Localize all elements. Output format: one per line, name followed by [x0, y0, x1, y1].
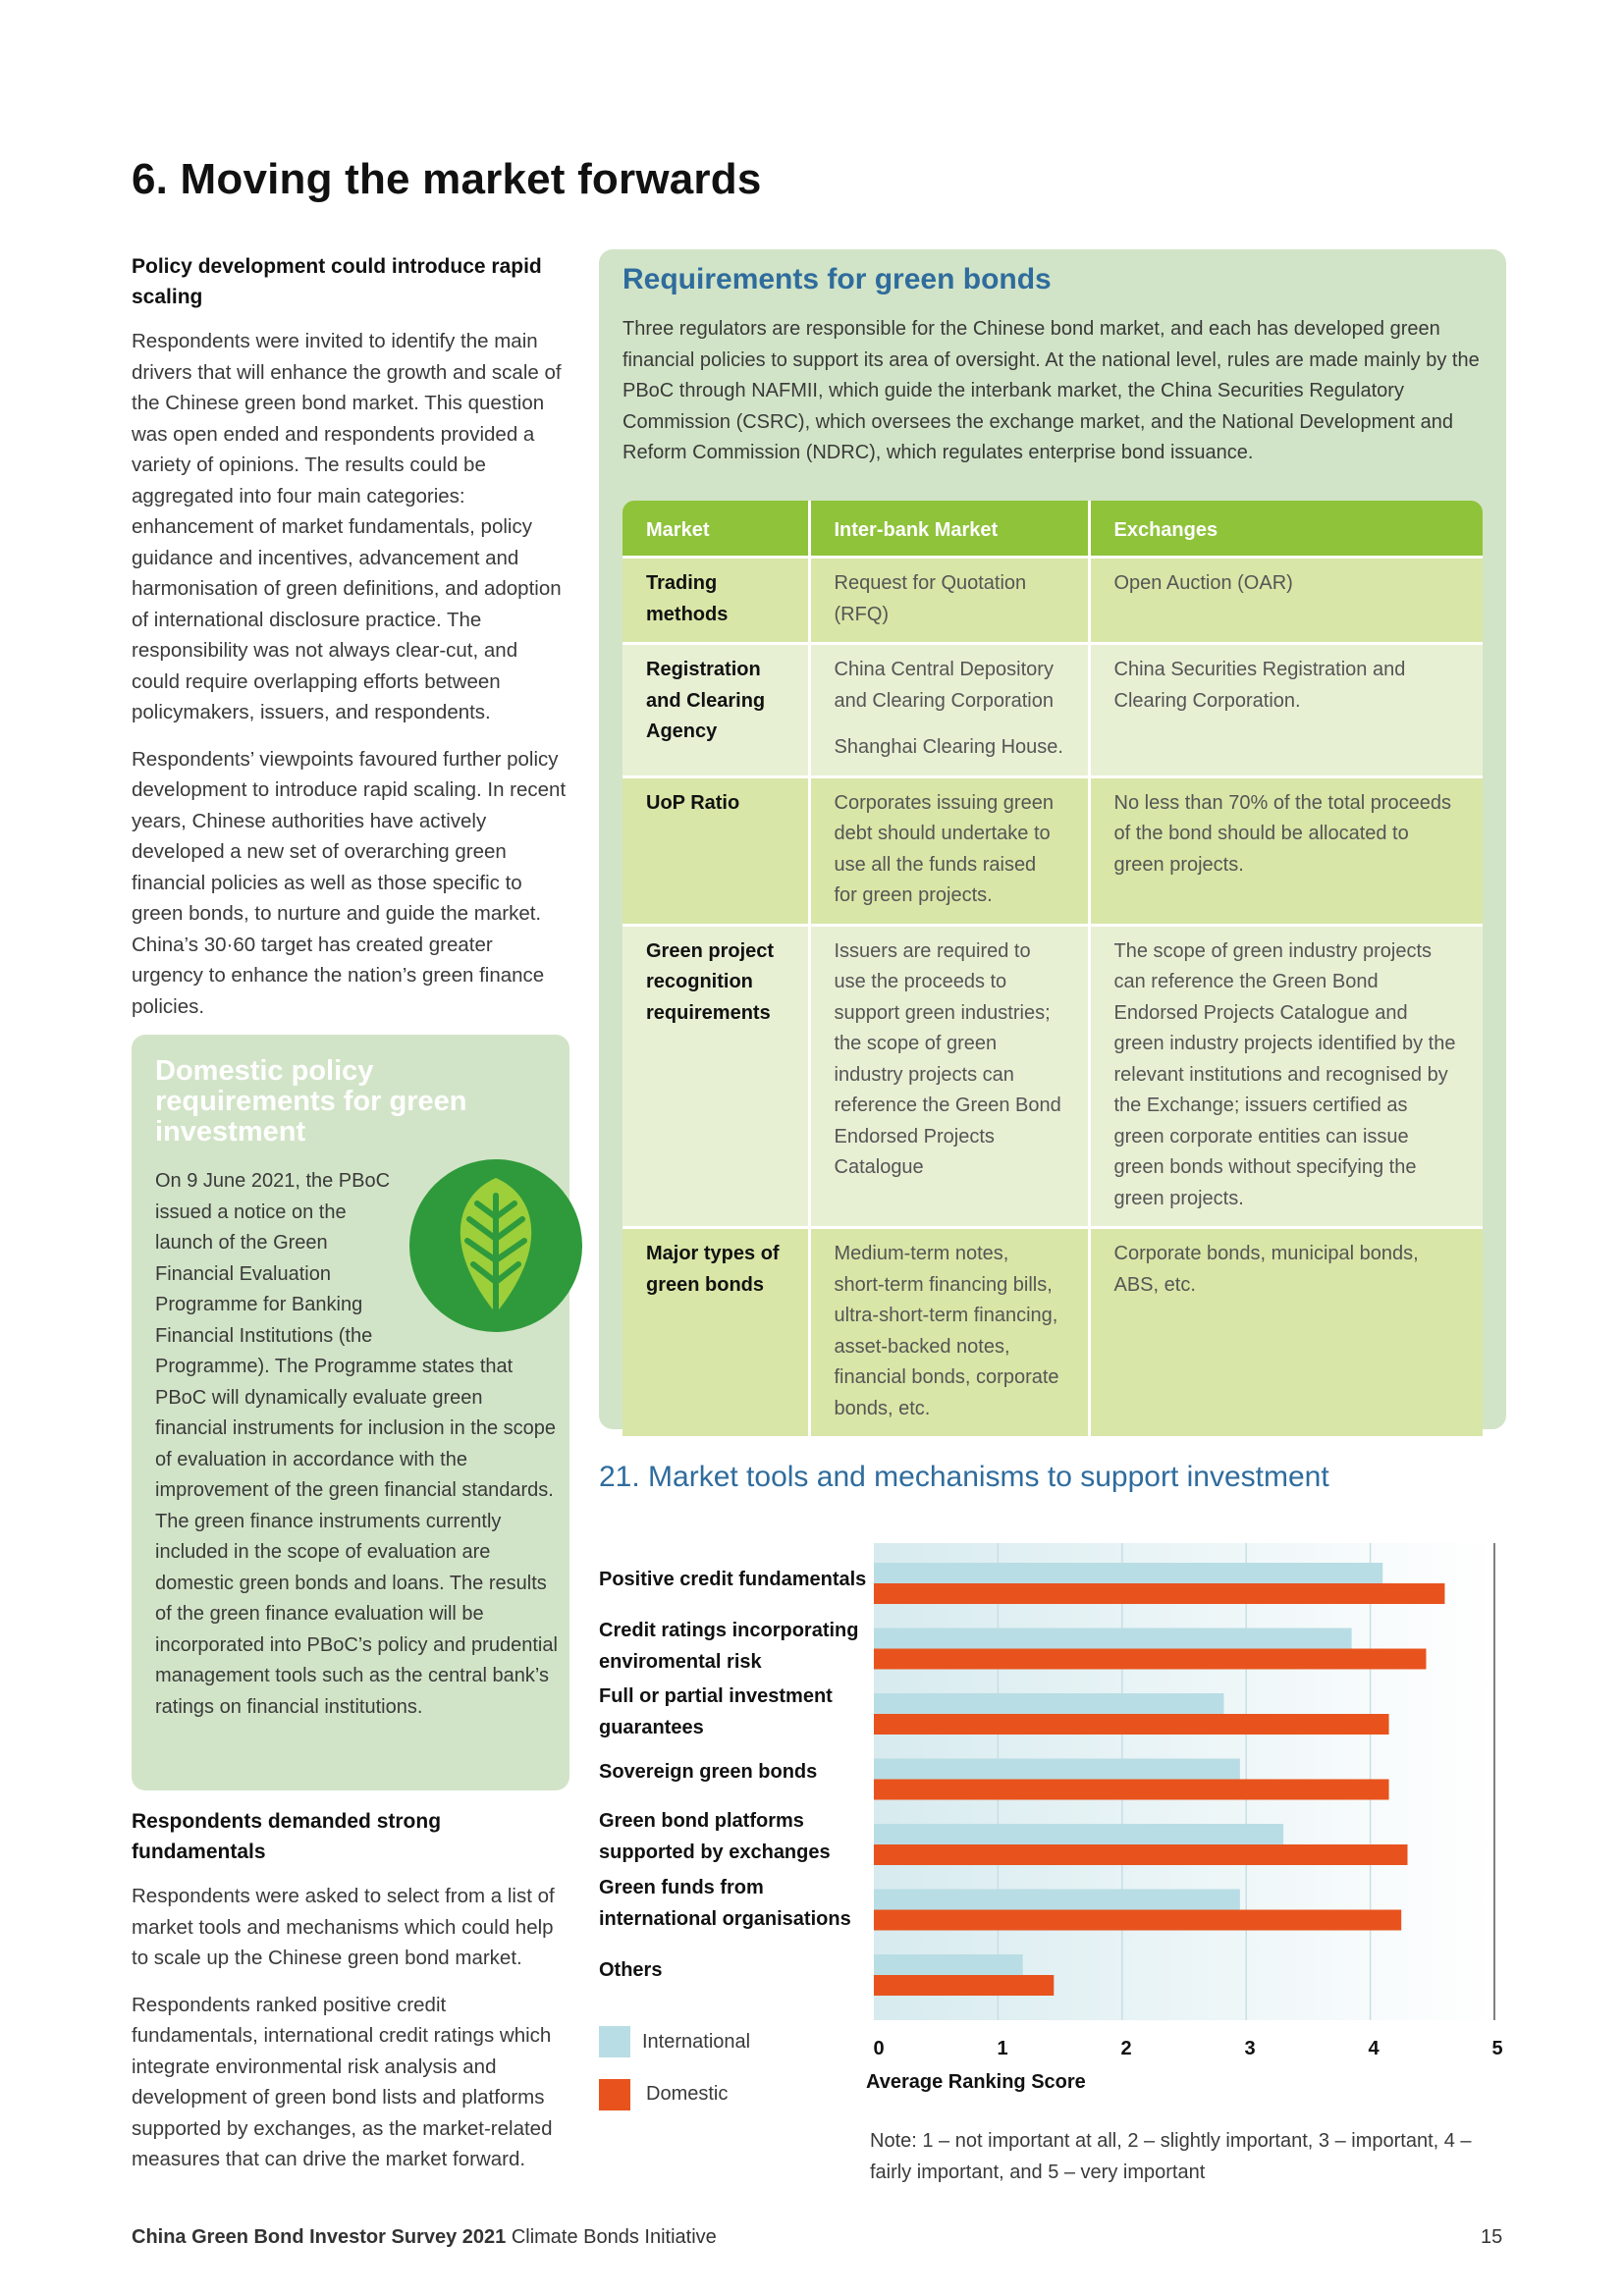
category-label: Credit ratings incorporating enviromental risk	[599, 1620, 859, 1673]
bar-domestic	[874, 1714, 1389, 1735]
x-tick-label: 1	[997, 2038, 1008, 2059]
cell-interbank: Corporates issuing green debt should undertake to use all the funds raised for green projects.	[809, 776, 1089, 925]
table-row	[623, 644, 1483, 777]
x-tick-label: 5	[1491, 2038, 1503, 2059]
x-tick-label: 4	[1368, 2038, 1380, 2059]
category-label: Others	[599, 1959, 663, 1981]
page-title: 6. Moving the market forwards	[132, 155, 762, 203]
requirements-table	[623, 501, 1483, 1436]
cell-interbank-line1: China Central Depository and Clearing Corporation	[834, 659, 1054, 712]
section-heading-fundamentals: Respondents demanded strong fundamentals	[132, 1810, 442, 1863]
bar-domestic	[874, 1780, 1389, 1800]
row-label: UoP Ratio	[623, 776, 809, 925]
cell-exchanges: China Securities Registration and Clearing Corporation.	[1089, 644, 1483, 777]
row-label: Trading methods	[623, 558, 809, 644]
category-label: Sovereign green bonds	[599, 1761, 818, 1783]
bar-chart	[864, 1531, 1512, 2022]
paragraph-rankings: Respondents ranked positive credit fundamentals, international credit ratings which integrate environmental risk analysis and development of green bond lists and platforms supported by exchanges, as the market-related measures that can drive the market forward.	[132, 1993, 553, 2170]
bar-international	[874, 1563, 1382, 1583]
bar-domestic	[874, 1975, 1054, 1996]
domestic-policy-box	[132, 1035, 569, 1790]
legend-swatch-domestic	[599, 2079, 630, 2110]
footer-org: Climate Bonds Initiative	[511, 2226, 717, 2248]
table-row	[623, 776, 1483, 925]
header-market: Market	[623, 501, 809, 558]
category-label: Full or partial investment guarantees	[599, 1685, 833, 1738]
row-label: Green project recognition requirements	[623, 925, 809, 1228]
requirements-intro: Three regulators are responsible for the Chinese bond market, and each has developed green financial policies to support its area of oversight. At the national level, rules are made mainly by the PBoC through NAFMII, which guide the interbank market, the China Securities Regulatory Commission (CSRC), which oversees the exchange market, and the National Development and Reform Commission (NDRC), which regulates enterprise bond issuance.	[623, 318, 1480, 463]
page-number: 15	[1481, 2226, 1503, 2248]
bar-domestic	[874, 1583, 1444, 1604]
cell-interbank: Request for Quotation (RFQ)	[809, 558, 1089, 644]
footer-report-title: China Green Bond Investor Survey 2021	[132, 2226, 507, 2248]
footer	[132, 2226, 717, 2249]
green-leaf-icon	[406, 1156, 585, 1335]
x-axis-label: Average Ranking Score	[866, 2071, 1086, 2093]
section-heading-policy: Policy development could introduce rapid scaling	[132, 255, 542, 308]
bar-international	[874, 1759, 1240, 1780]
domestic-policy-title: Domestic policy requirements for green investment	[155, 1055, 467, 1148]
x-tick-label: 0	[873, 2038, 885, 2059]
table-row	[623, 558, 1483, 644]
cell-exchanges: Open Auction (OAR)	[1089, 558, 1483, 644]
paragraph-policy-scaling: Respondents’ viewpoints favoured further policy development to introduce rapid scaling. In recent years, Chinese authorities have actively developed a new set of overarching green financial policies as well as those specific to green bonds, to nurture and guide the market. China’s 30·60 target has created greater urgency to enhance the nation’s green finance policies.	[132, 747, 567, 1018]
x-tick-label: 2	[1120, 2038, 1132, 2059]
category-label: Green bond platforms supported by exchanges	[599, 1810, 831, 1863]
left-column-bottom	[132, 1806, 569, 2191]
table-row	[623, 1228, 1483, 1437]
legend-label-domestic: Domestic	[646, 2083, 729, 2105]
category-label: Green funds from international organisations	[599, 1877, 851, 1930]
bar-domestic	[874, 1844, 1408, 1865]
chart-title: 21. Market tools and mechanisms to support investment	[599, 1461, 1329, 1493]
header-exchanges: Exchanges	[1089, 501, 1483, 558]
cell-interbank: Issuers are required to use the proceeds to support green industries; the scope of green industry projects can reference the Green Bond Endorsed Projects Catalogue	[809, 925, 1089, 1228]
left-column-top	[132, 251, 569, 1038]
bar-domestic	[874, 1649, 1426, 1670]
row-label: Major types of green bonds	[623, 1228, 809, 1437]
cell-interbank: Medium-term notes, short-term financing bills, ultra-short-term financing, asset-backed notes, financial bonds, corporate bonds, etc.	[809, 1228, 1089, 1437]
bar-domestic	[874, 1910, 1401, 1931]
header-interbank: Inter-bank Market	[809, 501, 1089, 558]
requirements-title: Requirements for green bonds	[623, 263, 1052, 295]
chart-note: Note: 1 – not important at all, 2 – slightly important, 3 – important, 4 – fairly important, and 5 – very important	[870, 2130, 1472, 2183]
cell-interbank	[809, 644, 1089, 777]
cell-exchanges: Corporate bonds, municipal bonds, ABS, etc.	[1089, 1228, 1483, 1437]
bar-international	[874, 1824, 1283, 1844]
paragraph-market-tools: Respondents were asked to select from a list of market tools and mechanisms which could help to scale up the Chinese green bond market.	[132, 1885, 555, 1969]
category-label: Positive credit fundamentals	[599, 1569, 867, 1590]
bar-international	[874, 1954, 1023, 1975]
table-row	[623, 925, 1483, 1228]
cell-interbank-line2: Shanghai Clearing House.	[834, 736, 1063, 758]
cell-exchanges: The scope of green industry projects can reference the Green Bond Endorsed Projects Catalogue and green industry projects identified by the relevant institutions and recognised by the Exchange; issuers certified as green corporate entities can issue green bonds without specifying the green projects.	[1089, 925, 1483, 1228]
domestic-policy-body	[155, 1166, 558, 1723]
paragraph-drivers: Respondents were invited to identify the main drivers that will enhance the growth and scale of the Chinese green bond market. This question was open ended and respondents provided a variety of opinions. The results could be aggregated into four main categories: enhancement of market fundamentals, policy guidance and incentives, advancement and harmonisation of green definitions, and adoption of international disclosure practice. The responsibility was not always clear-cut, and could require overlapping efforts between policymakers, issuers, and respondents.	[132, 330, 562, 723]
bar-international	[874, 1693, 1223, 1714]
legend-label-international: International	[642, 2031, 751, 2053]
row-label: Registration and Clearing Agency	[623, 644, 809, 777]
bar-international	[874, 1629, 1352, 1649]
legend-swatch-international	[599, 2026, 630, 2057]
cell-exchanges: No less than 70% of the total proceeds of the bond should be allocated to green projects.	[1089, 776, 1483, 925]
x-tick-label: 3	[1244, 2038, 1256, 2059]
domestic-policy-text: On 9 June 2021, the PBoC issued a notice on the launch of the Green Financial Evaluation Programme for Banking Financial Institutions (the Programme). The Programme states that PBoC will dynamically evaluate green financial instruments for inclusion in the scope of evaluation in accordance with the improvement of the green financial standards. The green finance instruments currently included in the scope of evaluation are domestic green bonds and loans. The results of the green finance evaluation will be incorporated into PBoC’s policy and prudential management tools such as the central bank’s ratings on financial institutions.	[155, 1170, 558, 1718]
bar-international	[874, 1890, 1240, 1910]
table-header-row	[623, 501, 1483, 558]
requirements-box	[599, 249, 1506, 1429]
